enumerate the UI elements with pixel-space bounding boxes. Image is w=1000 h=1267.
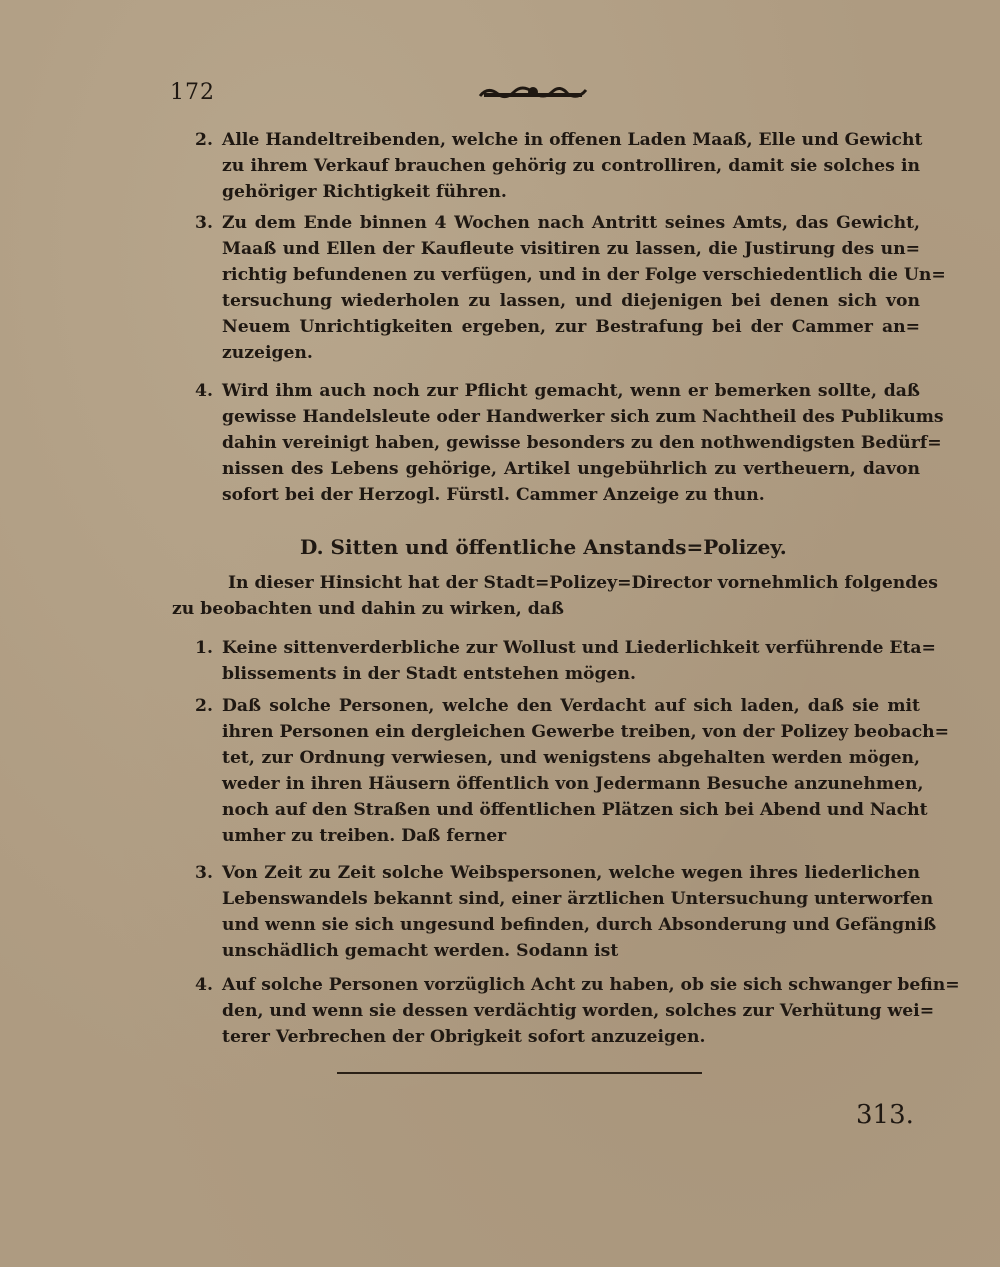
text-line: dahin vereinigt haben, gewisse besonders zu den nothwendigsten Bedürf= <box>222 433 942 454</box>
text-line: zu beobachten und dahin zu wirken, daß <box>172 599 564 620</box>
list-item <box>195 210 946 367</box>
text-line: unschädlich gemacht werden. Sodann ist <box>222 941 619 962</box>
section-heading: D. Sitten und öffentliche Anstands=Polizey. <box>300 535 787 559</box>
list-item <box>195 972 960 1050</box>
text-line: ihren Personen ein dergleichen Gewerbe treiben, von der Polizey beobach= <box>222 722 950 743</box>
item-number: 4. <box>195 381 213 401</box>
text-line: und wenn sie sich ungesund befinden, durch Absonderung und Gefängniß <box>222 915 937 936</box>
list-item <box>195 127 923 205</box>
text-line: In dieser Hinsicht hat der Stadt=Polizey=Director vornehmlich folgendes <box>228 573 938 593</box>
text-line: Neuem Unrichtigkeiten ergeben, zur Bestrafung bei der Cammer an= <box>222 317 920 338</box>
text-line: umher zu treiben. Daß ferner <box>222 826 507 847</box>
text-line: zuzeigen. <box>222 343 313 364</box>
item-number: 3. <box>195 213 213 233</box>
list-item <box>195 860 937 964</box>
list-item <box>195 635 936 687</box>
text-line: Von Zeit zu Zeit solche Weibspersonen, welche wegen ihres liederlichen <box>222 863 920 883</box>
item-number: 4. <box>195 975 213 995</box>
text-line: den, und wenn sie dessen verdächtig worden, solches zur Verhütung wei= <box>222 1001 935 1022</box>
item-number: 1. <box>195 638 213 658</box>
text-line: blissements in der Stadt entstehen mögen. <box>222 664 636 685</box>
item-number: 3. <box>195 863 213 883</box>
text-line: gewisse Handelsleute oder Handwerker sich zum Nachtheil des Publikums <box>222 407 944 428</box>
text-line: Zu dem Ende binnen 4 Wochen nach Antritt seines Amts, das Gewicht, <box>222 213 920 233</box>
text-line: Auf solche Personen vorzüglich Acht zu haben, ob sie sich schwanger befin= <box>222 975 960 995</box>
text-line: weder in ihren Häusern öffentlich von Jedermann Besuche anzunehmen, <box>222 774 924 795</box>
text-line: sofort bei der Herzogl. Fürstl. Cammer Anzeige zu thun. <box>222 485 765 506</box>
text-line: Daß solche Personen, welche den Verdacht auf sich laden, daß sie mit <box>222 696 920 716</box>
text-line: Keine sittenverderbliche zur Wollust und Liederlichkeit verführende Eta= <box>222 638 936 658</box>
divider <box>337 1072 702 1074</box>
page-number: 172 <box>170 80 215 105</box>
intro-paragraph <box>172 570 938 622</box>
text-line: tet, zur Ordnung verwiesen, und wenigstens abgehalten werden mögen, <box>222 748 920 769</box>
text-line: nissen des Lebens gehörige, Artikel ungebührlich zu vertheuern, davon <box>222 459 920 480</box>
text-line: tersuchung wiederholen zu lassen, und diejenigen bei denen sich von <box>222 291 920 312</box>
list-item <box>195 378 944 508</box>
text-line: gehöriger Richtigkeit führen. <box>222 182 507 203</box>
ornament-icon <box>478 82 588 102</box>
text-line: Alle Handeltreibenden, welche in offenen Laden Maaß, Elle und Gewicht <box>222 130 923 150</box>
list-item <box>195 693 950 850</box>
text-line: Maaß und Ellen der Kaufleute visitiren zu lassen, die Justirung des un= <box>222 239 920 260</box>
text-line: zu ihrem Verkauf brauchen gehörig zu controlliren, damit sie solches in <box>222 156 920 177</box>
text-line: terer Verbrechen der Obrigkeit sofort anzuzeigen. <box>222 1027 706 1048</box>
text-line: Wird ihm auch noch zur Pflicht gemacht, wenn er bemerken sollte, daß <box>222 381 920 401</box>
text-line: richtig befundenen zu verfügen, und in der Folge verschiedentlich die Un= <box>222 265 946 286</box>
text-line: noch auf den Straßen und öffentlichen Plätzen sich bei Abend und Nacht <box>222 800 928 821</box>
text-line: Lebenswandels bekannt sind, einer ärztlichen Untersuchung unterworfen <box>222 889 934 910</box>
signature-mark: 313. <box>856 1100 914 1130</box>
item-number: 2. <box>195 696 213 716</box>
item-number: 2. <box>195 130 213 150</box>
